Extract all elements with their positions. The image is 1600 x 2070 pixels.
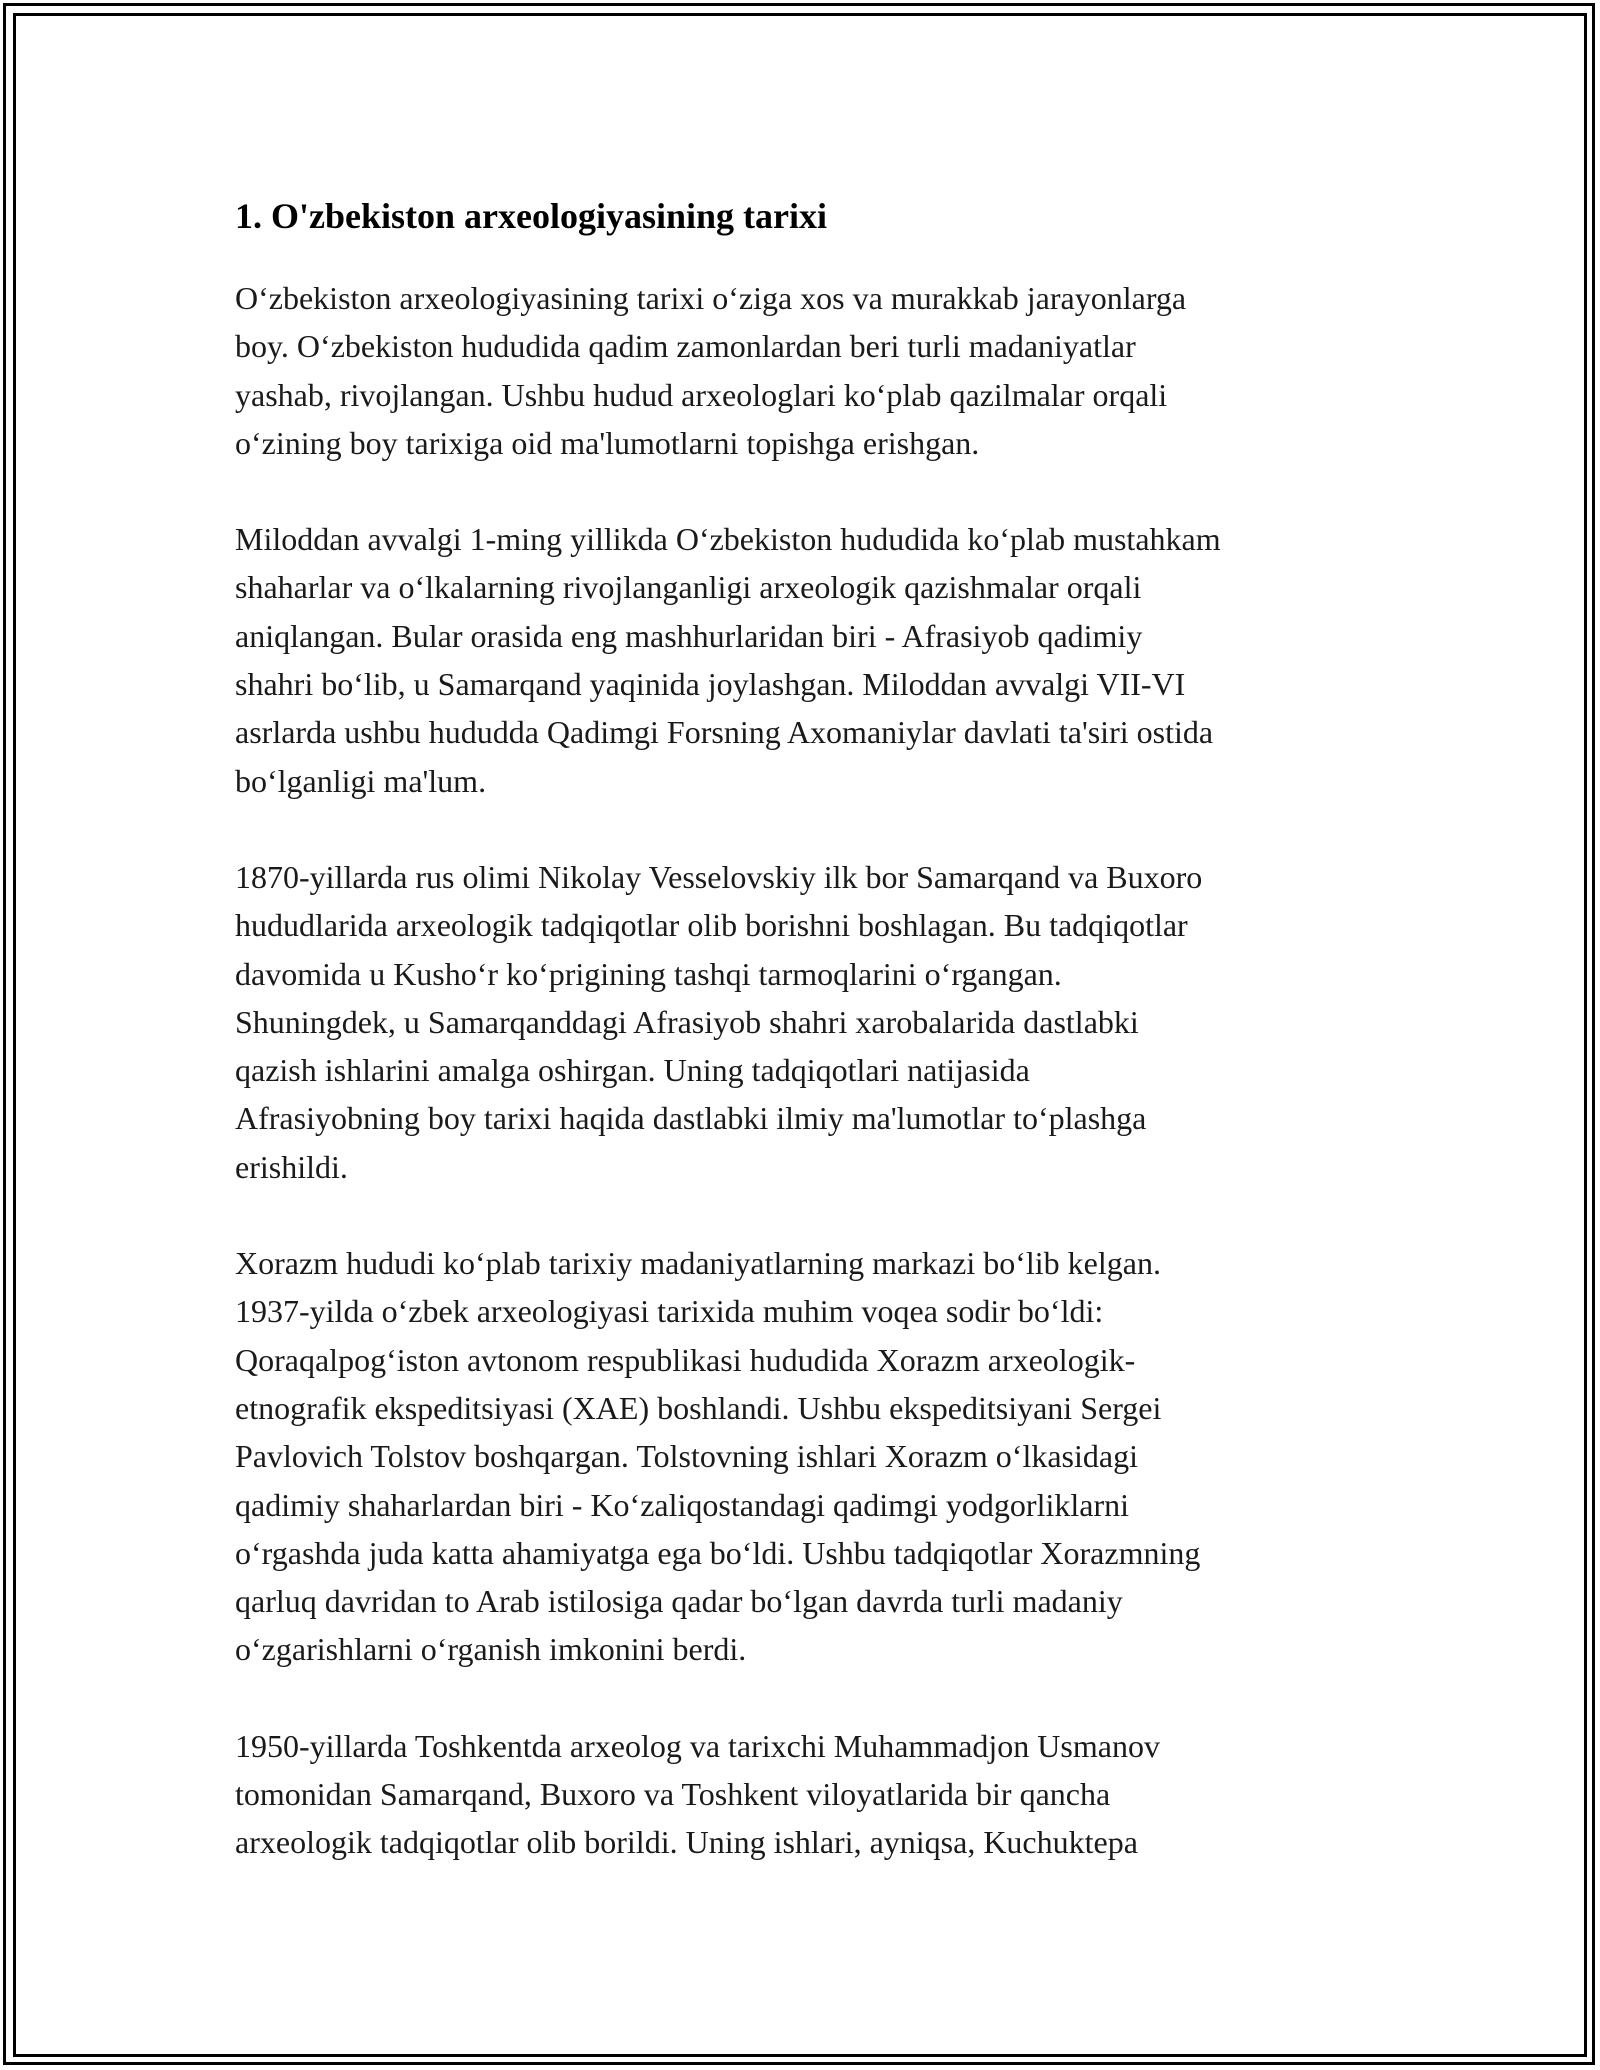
document-body <box>235 188 1395 1867</box>
paragraph-1 <box>235 274 1395 467</box>
text-line: o‘zgarishlarni o‘rganish imkonini berdi. <box>235 1631 747 1668</box>
text-line: Afrasiyobning boy tarixi haqida dastlabki ilmiy ma'lumotlar to‘plashga <box>235 1100 1147 1137</box>
text-line: hududlarida arxeologik tadqiqotlar olib borishni boshlagan. Bu tadqiqotlar <box>235 907 1188 944</box>
text-line: Qoraqalpog‘iston avtonom respublikasi hududida Xorazm arxeologik- <box>235 1341 1136 1378</box>
text-line: Pavlovich Tolstov boshqargan. Tolstovning ishlari Xorazm o‘lkasidagi <box>235 1438 1138 1475</box>
text-line: shaharlar va o‘lkalarning rivojlanganligi arxeologik qazishmalar orqali <box>235 569 1142 606</box>
text-line: 1937-yilda o‘zbek arxeologiyasi tarixida muhim voqea sodir bo‘ldi: <box>235 1293 1104 1330</box>
text-line: etnografik ekspeditsiyasi (XAE) boshlandi. Ushbu ekspeditsiyani Sergei <box>235 1389 1162 1426</box>
paragraph-2 <box>235 515 1395 805</box>
text-line: qadimiy shaharlardan biri - Ko‘zaliqostandagi qadimgi yodgorliklarni <box>235 1486 1129 1523</box>
text-line: aniqlangan. Bular orasida eng mashhurlaridan biri - Afrasiyob qadimiy <box>235 617 1143 654</box>
text-line: tomonidan Samarqand, Buxoro va Toshkent viloyatlarida bir qancha <box>235 1776 1111 1813</box>
text-line: asrlarda ushbu hududda Qadimgi Forsning Axomaniylar davlati ta'siri ostida <box>235 714 1214 751</box>
text-line: 1950-yillarda Toshkentda arxeolog va tarixchi Muhammadjon Usmanov <box>235 1727 1160 1764</box>
text-line: Shuningdek, u Samarqanddagi Afrasiyob shahri xarobalarida dastlabki <box>235 1003 1139 1040</box>
text-line: shahri bo‘lib, u Samarqand yaqinida joylashgan. Miloddan avvalgi VII-VI <box>235 666 1186 703</box>
section-heading: 1. O'zbekiston arxeologiyasining tarixi <box>235 196 828 236</box>
paragraph-3 <box>235 853 1395 1191</box>
text-line: yashab, rivojlangan. Ushbu hudud arxeologlari ko‘plab qazilmalar orqali <box>235 376 1168 413</box>
text-line: erishildi. <box>235 1148 348 1185</box>
text-line: Miloddan avvalgi 1-ming yillikda O‘zbekiston hududida ko‘plab mustahkam <box>235 521 1221 558</box>
text-line: o‘zining boy tarixiga oid ma'lumotlarni topishga erishgan. <box>235 424 980 461</box>
text-line: O‘zbekiston arxeologiyasining tarixi o‘ziga xos va murakkab jarayonlarga <box>235 280 1187 316</box>
text-line: 1870-yillarda rus olimi Nikolay Vesselovskiy ilk bor Samarqand va Buxoro <box>235 858 1203 895</box>
paragraph-4 <box>235 1239 1395 1674</box>
text-line: Xorazm hududi ko‘plab tarixiy madaniyatlarning markazi bo‘lib kelgan. <box>235 1245 1161 1282</box>
text-line: davomida u Kusho‘r ko‘prigining tashqi tarmoqlarini o‘rgangan. <box>235 955 1062 992</box>
text-line: arxeologik tadqiqotlar olib borildi. Uning ishlari, ayniqsa, Kuchuktepa <box>235 1824 1138 1861</box>
text-line: o‘rgashda juda katta ahamiyatga ega bo‘ldi. Ushbu tadqiqotlar Xorazmning <box>235 1534 1201 1571</box>
text-line: qazish ishlarini amalga oshirgan. Uning tadqiqotlari natijasida <box>235 1052 1030 1089</box>
text-line: qarluq davridan to Arab istilosiga qadar bo‘lgan davrda turli madaniy <box>235 1583 1123 1620</box>
text-line: boy. O‘zbekiston hududida qadim zamonlardan beri turli madaniyatlar <box>235 328 1136 365</box>
text-line: bo‘lganligi ma'lum. <box>235 762 487 799</box>
paragraph-5 <box>235 1722 1395 1867</box>
